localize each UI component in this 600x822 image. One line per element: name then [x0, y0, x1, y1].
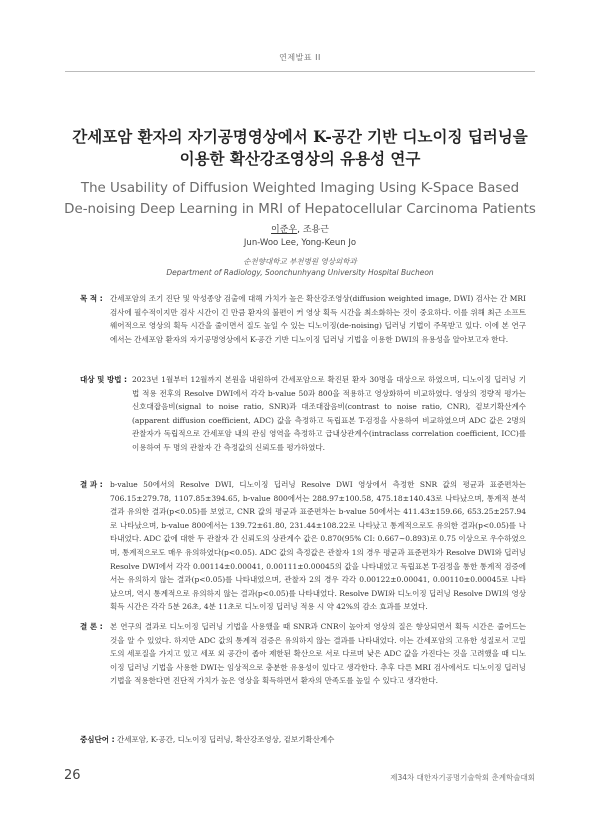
title-english-line1: The Usability of Diffusion Weighted Imaging Using K-Space Based	[80, 181, 520, 196]
section-methods	[80, 373, 526, 455]
section-results	[80, 478, 526, 614]
authors-korean	[0, 222, 600, 235]
section-purpose	[80, 292, 526, 346]
running-title: 연제발표 II	[279, 53, 321, 62]
keywords-text: 간세포암, K-공간, 디노이징 딥러닝, 확산강조영상, 겉보기확산계수	[116, 735, 335, 744]
section-conclusion-label: 결 론 :	[80, 622, 103, 631]
section-purpose-label: 목 적 :	[80, 294, 103, 303]
co-authors: , 조용근	[297, 225, 329, 235]
title-english	[40, 178, 560, 220]
first-author: 이준우	[271, 225, 298, 235]
conference-name: 제34차 대한자기공명기술학회 춘계학술대회	[390, 773, 535, 782]
section-methods-text: 2023년 1월부터 12월까지 본원을 내원하여 간세포암으로 확진된 환자 30명을 대상으로 하였으며, 디노이징 딥러닝 기법 적용 전후의 Resolve DWI에서 각각 b-value 50과 800을 적용하고 영상화하여 비교하였다. 영상의 정량적 평가는 신호대잡음비(signal to noise ratio, SNR)과 대조대잡음비(contrast to noise ratio, CNR), 겉보기확산계수(apparent diffusion coefficient, ADC) 값을 측정하고 독립표본 T-검정을 사용하여 비교하였으며 ADC 값은 2명의 관찰자가 독립적으로 간세포암 내의 관심 영역을 측정하고 급내상관계수(intraclass correlation coefficient, ICC)를 이용하여 두 명의 관찰자 간 측정값의 신뢰도를 평가하였다.	[132, 375, 526, 452]
title-korean-line2: 이용한 확산강조영상의 유용성 연구	[179, 149, 421, 168]
section-conclusion	[80, 620, 526, 688]
title-korean	[40, 126, 560, 170]
title-korean-line1: 간세포암 환자의 자기공명영상에서 K-공간 기반 디노이징 딥러닝을	[72, 127, 528, 146]
section-results-text: b-value 50에서의 Resolve DWI, 디노이징 딥러닝 Resolve DWI 영상에서 측정한 SNR 값의 평균과 표준편차는 706.15±279.78, 1107.85±394.65, b-value 800에서는 288.97±100.58, 475.18±140.43로 나타났으며, 통계적 분석 결과 유의한 결과(p<0.05)를 보였고, CNR 값의 평균과 표준편차는 b-value 50에서는 411.43±159.66, 653.25±257.94로 나타났으며, b-value 800에서는 139.72±61.80, 231.44±108.22로 나타났고 통계적으로도 유의한 결과(p<0.05)를 나타내었다. ADC 값에 대한 두 관찰자 간 신뢰도의 상관계수 값은 0.870(95% CI: 0.667~0.893)로 0.75 이상으로 우수하였으며, 통계적으로도 매우 유의하였다(p<0.05). ADC 값의 측정값은 관찰자 1의 경우 평균과 표준편차가 Resolve DWI와 딥러닝 Resolve DWI에서 각각 0.00114±0.00041, 0.00111±0.00045의 값을 나타내었고 독립표본 T-검정을 통한 통계적 검증에서는 유의하지 않는 결과(p<0.05)를 나타내었으며, 관찰자 2의 경우 각각 0.00122±0.00041, 0.00110±0.00045로 나타났으며, 역시 통계적으로 유의하지 않는 결과(p<0.05)를 나타내었다. Resolve DWI와 디노이징 딥러닝 Resolve DWI의 영상 획득 시간은 각각 5분 26초, 4분 11초로 디노이징 딥러닝 적용 시 약 42%의 감소 효과를 보였다.	[110, 480, 526, 612]
title-english-line2: De-noising Deep Learning in MRI of Hepatocellular Carcinoma Patients	[64, 202, 536, 217]
section-purpose-text: 간세포암의 조기 진단 및 악성종양 검출에 대해 가치가 높은 확산강조영상(diffusion weighted image, DWI) 검사는 간 MRI 검사에 필수적이지만 검사 시간이 긴 만큼 환자의 불편이 커 영상 획득 시간을 최소화하는 것이 중요하다. 이를 위해 최근 소프트웨어적으로 영상의 획득 시간을 줄이면서 질도 높일 수 있는 디노이징(de-noising) 딥러닝 기법이 주목받고 있다. 이에 본 연구에서는 간세포암 환자의 자기공명영상에서 K-공간 기반 디노이징 딥러닝 기법을 이용한 DWI의 유용성을 알아보고자 한다.	[110, 294, 526, 344]
keywords-label: 중심단어 :	[80, 735, 115, 744]
keywords	[80, 734, 526, 745]
section-methods-label: 대상 및 방법 :	[80, 375, 128, 384]
section-results-label: 결 과 :	[80, 480, 103, 489]
section-conclusion-text: 본 연구의 결과로 디노이징 딥러닝 기법을 사용했을 때 SNR과 CNR이 높아져 영상의 질은 향상되면서 획득 시간은 줄어드는 것을 알 수 있었다. 하지만 ADC 값의 통계적 검증은 유의하지 않는 결과를 나타내었다. 이는 간세포암의 고유한 성질로서 고밀도의 세포질을 가지고 있고 세포 외 공간이 좁아 제한된 확산으로 서로 다르며 낮은 ADC 값을 가진다는 것을 고려했을 때 디노이징 딥러닝 기법을 사용한 DWI는 임상적으로 충분한 유용성이 있다고 생각한다. 추후 다른 MRI 검사에서도 디노이징 딥러닝 기법을 적용한다면 진단적 가치가 높은 영상을 획득하면서 환자의 만족도를 높일 수 있다고 생각한다.	[110, 622, 526, 686]
page-number: 26	[64, 768, 81, 783]
authors-english: Jun-Woo Lee, Yong-Keun Jo	[243, 238, 357, 248]
affiliation-korean: 순천향대학교 부천병원 영상의학과	[243, 257, 357, 266]
header-divider	[65, 71, 535, 72]
affiliation-english: Department of Radiology, Soonchunhyang University Hospital Bucheon	[166, 268, 434, 277]
